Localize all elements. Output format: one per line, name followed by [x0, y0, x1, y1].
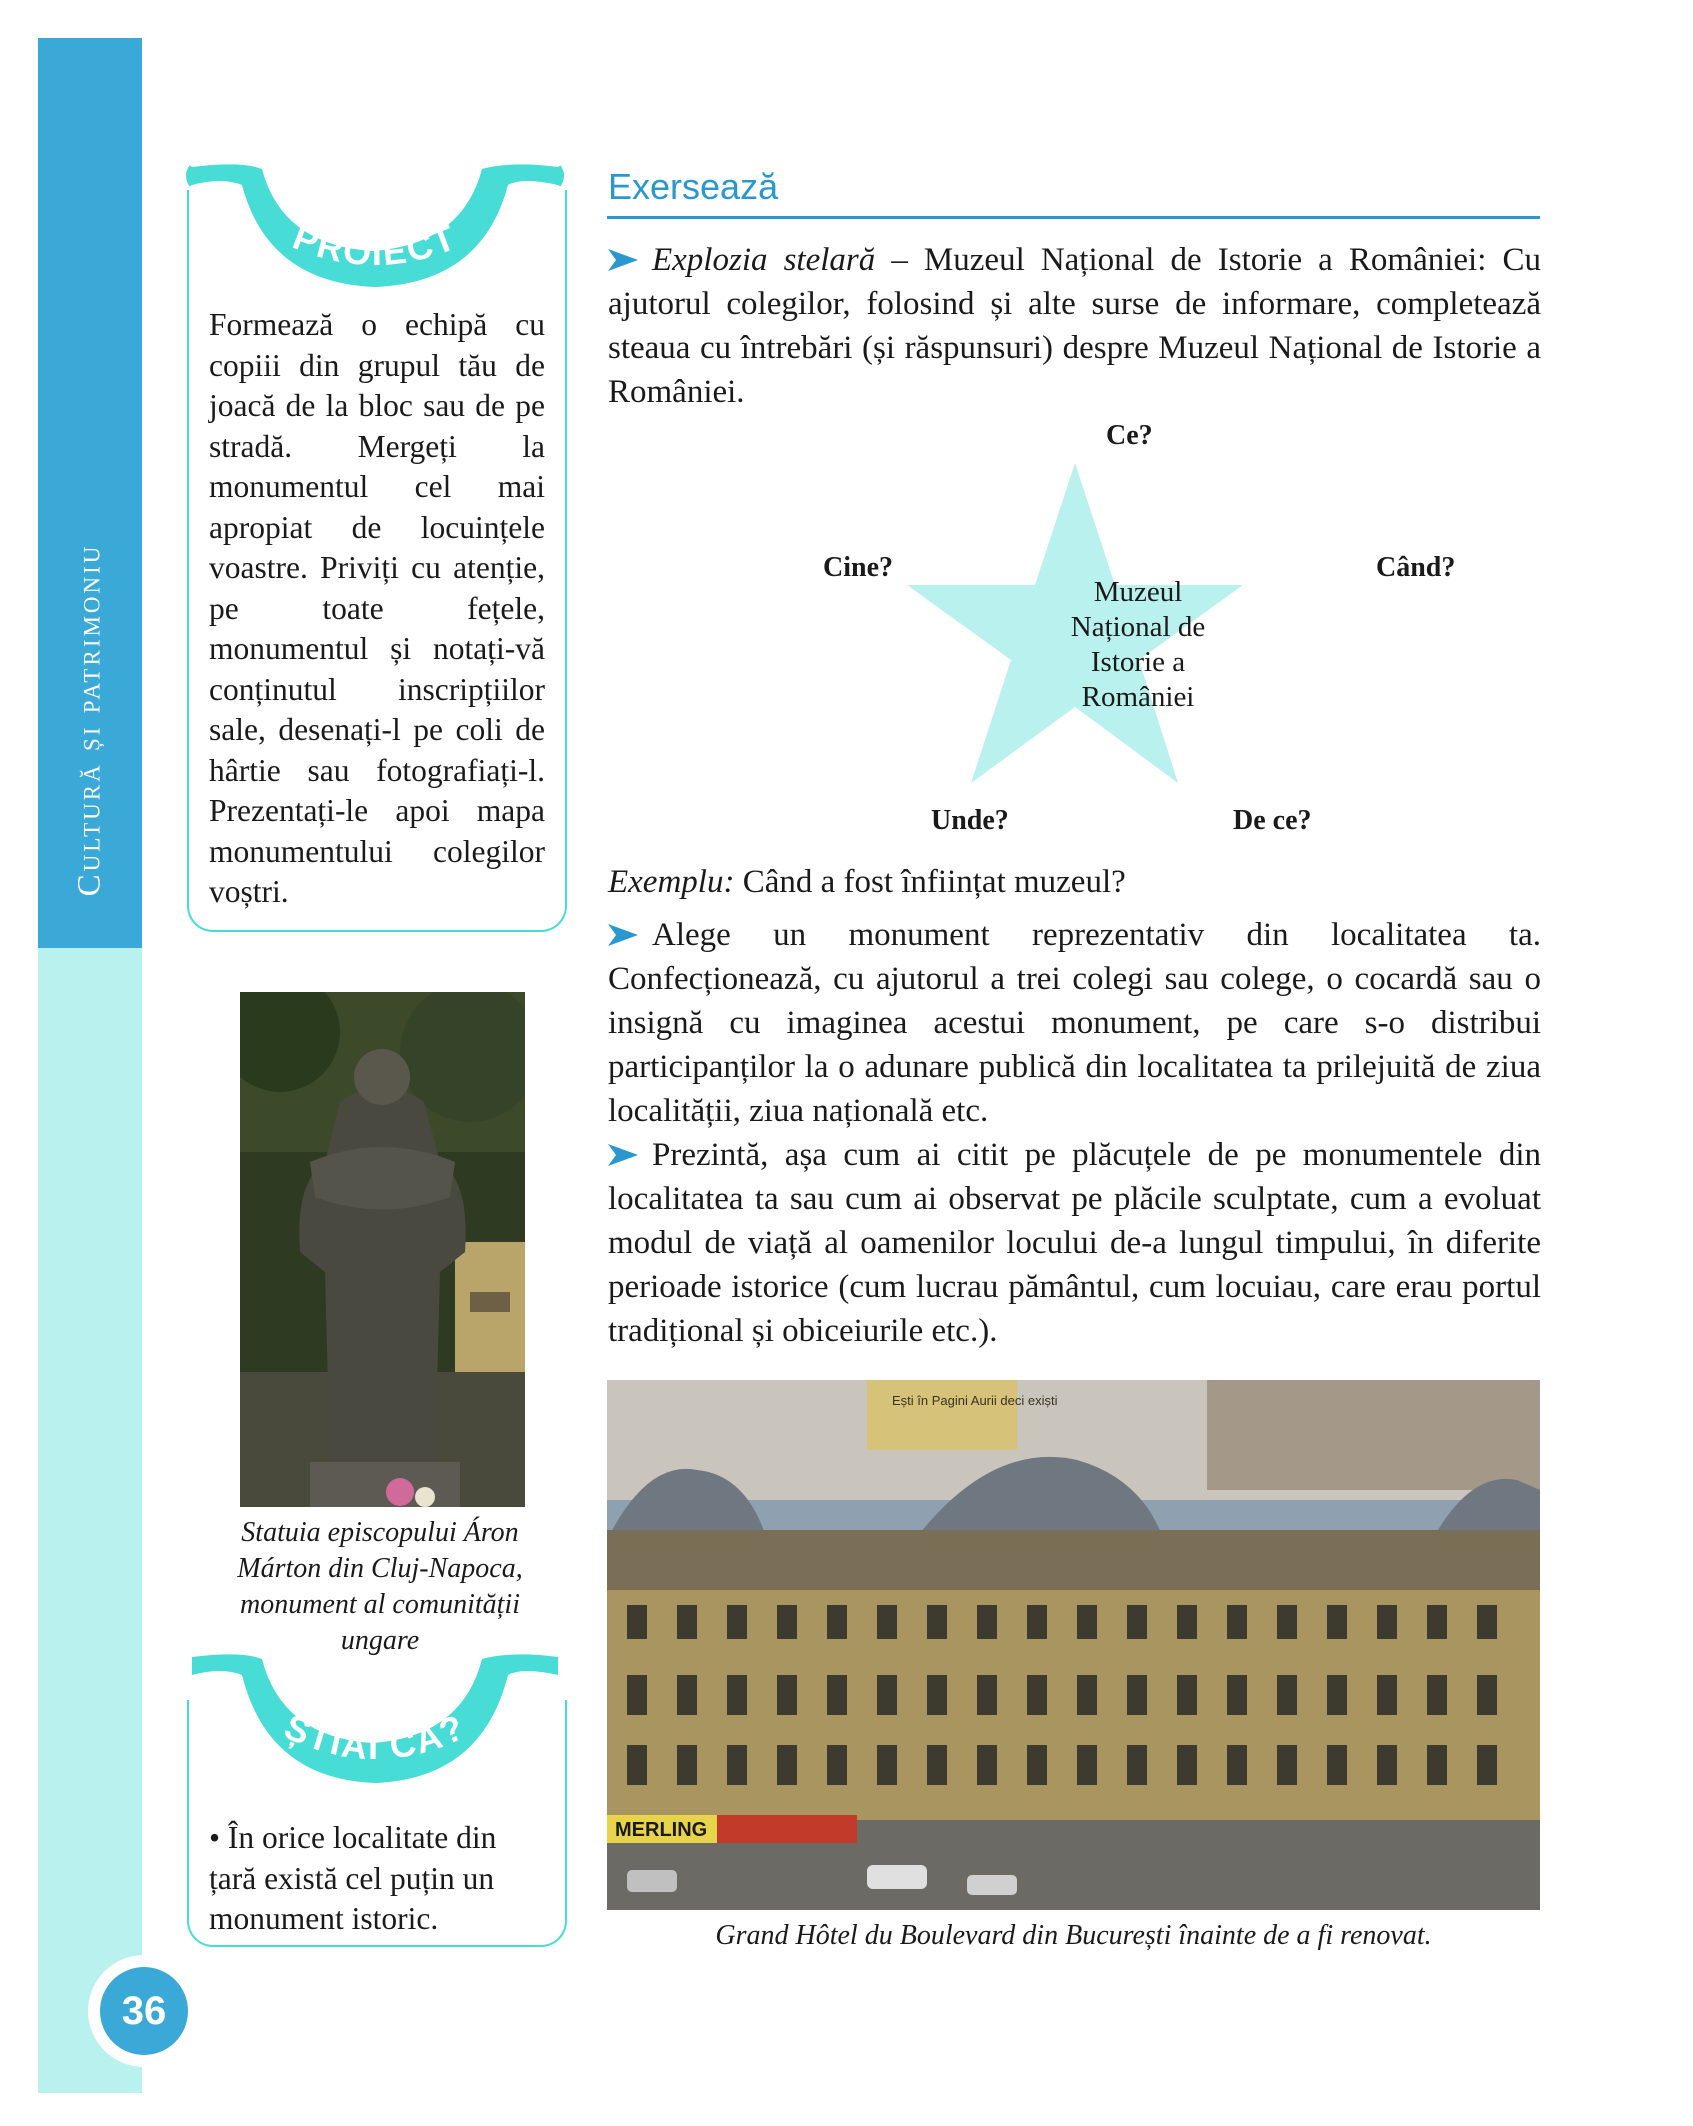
statue-photo: [240, 992, 525, 1507]
star-label-top: Ce?: [1106, 420, 1153, 451]
project-box: [187, 190, 567, 932]
hotel-sign-ads: Ești în Pagini Aurii deci exiști: [892, 1393, 1058, 1408]
example-label: Exemplu:: [608, 864, 735, 900]
did-you-know-banner: [182, 1645, 568, 1795]
exercise-1: [608, 238, 1541, 414]
exercise-1-text: – Muzeul Național de Istorie a României: Cu ajutorul colegilor, folosind și alte surse de informare, completează steaua cu întrebări (și răspunsuri) despre Muzeul Național de Istorie a României.: [608, 242, 1541, 410]
project-text: Formează o echipă cu copiii din grupul tău de joacă de la bloc sau de pe stradă. Mergeți la monumentul cel mai apropiat de locuințele voastre. Priviți cu atenție, pe toate fețele, monumentul și notați-vă conținutul inscripțiilor sale, desenați-l pe coli de hârtie sau fotografiați-l. Prezentați-le apoi mapa monumentului colegilor voștri.: [209, 307, 545, 909]
statue-caption: Statuia episcopului Áron Márton din Cluj-Napoca, monument al comunității ungare: [237, 1517, 523, 1656]
exercise-3: [608, 1133, 1541, 1353]
star-label-left: Cine?: [823, 552, 893, 583]
star-label-bottom-left: Unde?: [931, 805, 1009, 836]
did-you-know-banner-label: ȘTIAI CĂ?: [278, 1705, 472, 1768]
hotel-photo: [607, 1380, 1540, 1910]
exercise-3-text: Prezintă, așa cum ai citit pe plăcuțele de pe monumentele din localitatea ta sau cum ai observat pe plăcile sculptate, cum a evoluat modul de viață al oamenilor locului de-a lungul timpului, în diferite perioade istorice (cum lucrau pământul, cum locuiau, care erau portul tradițional și obiceiurile etc.).: [608, 1137, 1541, 1349]
example-line: [608, 860, 1541, 904]
star-label-right: Când?: [1376, 552, 1456, 583]
exercise-2-text: Alege un monument reprezentativ din localitatea ta. Confecționează, cu ajutorul a trei colegi sau colege, o cocardă sau o insignă cu imaginea acestui monument, pe care s-o distribui participanților la o adunare publică din localitatea ta prilejuită de ziua localității, ziua națională etc.: [608, 917, 1541, 1129]
hotel-sign-merling: MERLING: [615, 1819, 708, 1841]
project-banner-label: PROIECT: [287, 215, 463, 274]
did-you-know-text: • În orice localitate din țară există cel puțin un monument istoric.: [209, 1820, 497, 1936]
star-center-text: Muzeul Național de Istorie a României: [1070, 576, 1206, 713]
section-heading: Exersează: [608, 166, 779, 207]
example-text: Când a fost înființat muzeul?: [734, 864, 1126, 900]
arrow-bullet-icon: [608, 1144, 638, 1166]
chapter-title: Cultură și patrimoniu: [71, 543, 108, 897]
exercise-2: [608, 913, 1541, 1133]
project-banner: [182, 155, 568, 295]
hotel-caption: Grand Hôtel du Boulevard din București înainte de a fi renovat.: [715, 1920, 1432, 1951]
arrow-bullet-icon: [608, 249, 638, 271]
sidebar-band-light: [38, 948, 142, 2093]
star-label-bottom-right: De ce?: [1233, 805, 1312, 836]
section-divider: [607, 216, 1540, 219]
page-number: 36: [100, 1967, 188, 2055]
exercise-1-lead: Explozia stelară: [652, 242, 876, 278]
arrow-bullet-icon: [608, 924, 638, 946]
